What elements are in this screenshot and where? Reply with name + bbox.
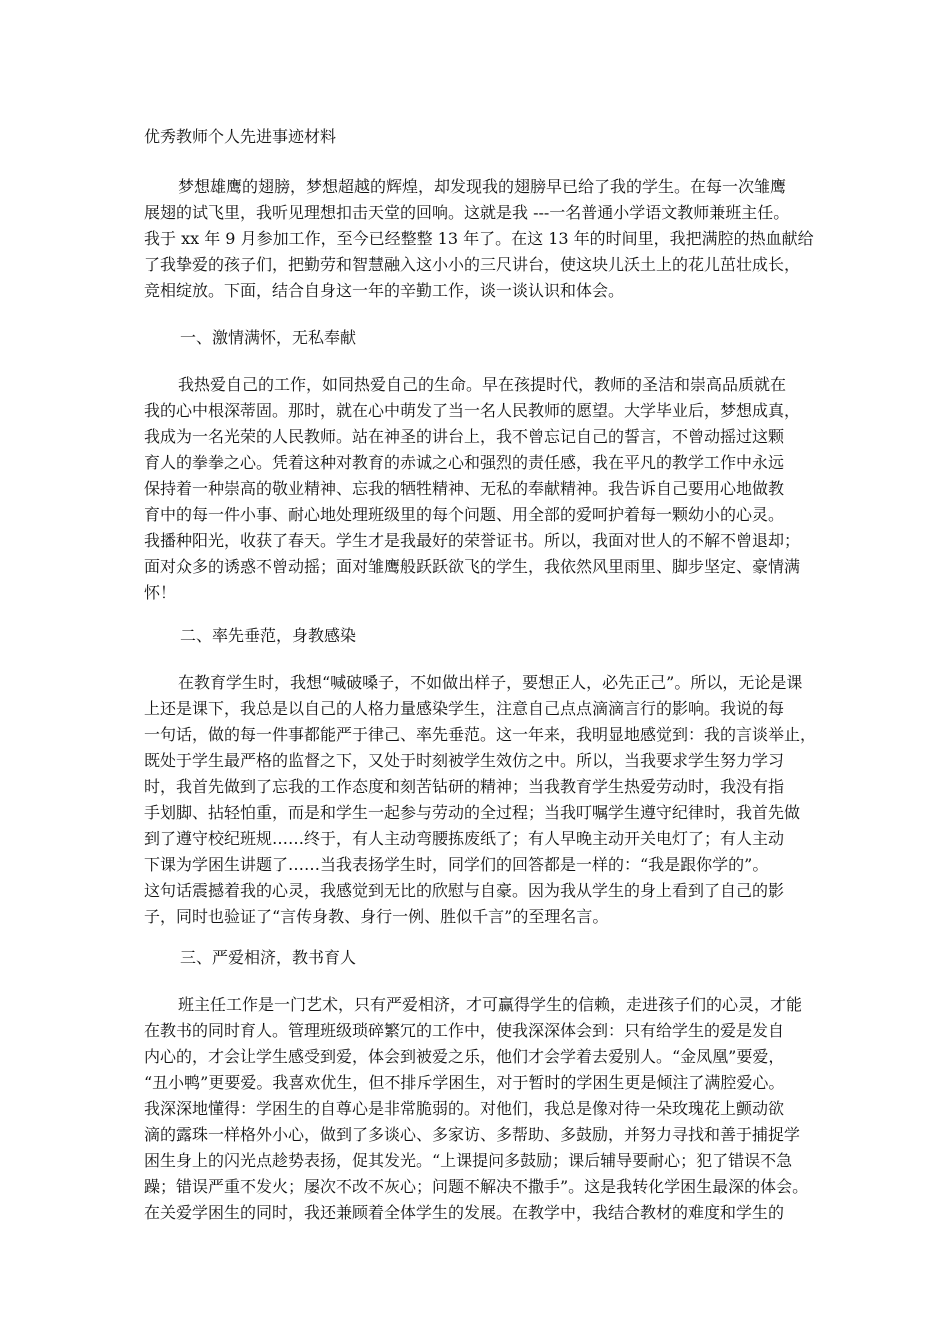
- section-1-paragraph: [144, 372, 824, 606]
- paragraph-line: 面对众多的诱惑不曾动摇；面对雏鹰般跃跃欲飞的学生，我依然风里雨里、脚步坚定、豪情满: [144, 557, 801, 576]
- paragraph-line: 滴的露珠一样格外小心，做到了多谈心、多家访、多帮助、多鼓励，并努力寻找和善于捕捉学: [144, 1125, 801, 1144]
- paragraph-line: 下课为学困生讲题了……当我表扬学生时，同学们的回答都是一样的：“我是跟你学的”。: [144, 855, 769, 874]
- paragraph-line: 我热爱自己的工作，如同热爱自己的生命。早在孩提时代，教师的圣洁和崇高品质就在: [178, 375, 787, 394]
- paragraph-line: 我深深地懂得：学困生的自尊心是非常脆弱的。对他们，我总是像对待一朵玫瑰花上颤动欲: [144, 1099, 785, 1118]
- section-2-paragraph: [144, 670, 824, 930]
- intro-paragraph: [144, 174, 824, 304]
- paragraph-line: 子，同时也验证了“言传身教、身行一例、胜似千言”的至理名言。: [144, 907, 609, 926]
- paragraph-line: 我于 xx 年 9 月参加工作，至今已经整整 13 年了。在这 13 年的时间里，我把满腔的热血献给: [144, 229, 814, 248]
- paragraph-line: 时，我首先做到了忘我的工作态度和刻苦钻研的精神；当我教育学生热爱劳动时，我没有指: [144, 777, 785, 796]
- paragraph-line: 怀！: [144, 583, 177, 602]
- section-heading-2: 二、率先垂范，身教感染: [180, 626, 357, 645]
- paragraph-line: 育人的拳拳之心。凭着这种对教育的赤诚之心和强烈的责任感，我在平凡的教学工作中永远: [144, 453, 785, 472]
- paragraph-line: 一句话，做的每一件事都能严于律己、率先垂范。这一年来，我明显地感觉到：我的言谈举止，: [144, 725, 817, 744]
- paragraph-line: 在教育学生时，我想“喊破嗓子，不如做出样子，要想正人，必先正己”。所以，无论是课: [178, 673, 803, 692]
- paragraph-line: 我的心中根深蒂固。那时，就在心中萌发了当一名人民教师的愿望。大学毕业后，梦想成真，: [144, 401, 801, 420]
- paragraph-line: 躁；错误严重不发火；屡次不改不灰心；问题不解决不撒手”。这是我转化学困生最深的体会。: [144, 1177, 809, 1196]
- paragraph-line: 内心的，才会让学生感受到爱，体会到被爱之乐，他们才会学着去爱别人。“金凤凰”要爱，: [144, 1047, 785, 1066]
- paragraph-line: 在关爱学困生的同时，我还兼顾着全体学生的发展。在教学中，我结合教材的难度和学生的: [144, 1203, 785, 1222]
- paragraph-line: 在教书的同时育人。管理班级琐碎繁冗的工作中，使我深深体会到：只有给学生的爱是发自: [144, 1021, 785, 1040]
- paragraph-line: 这句话震撼着我的心灵，我感觉到无比的欣慰与自豪。因为我从学生的身上看到了自己的影: [144, 881, 785, 900]
- paragraph-line: 上还是课下，我总是以自己的人格力量感染学生，注意自己点点滴滴言行的影响。我说的每: [144, 699, 785, 718]
- paragraph-line: 保持着一种崇高的敬业精神、忘我的牺牲精神、无私的奉献精神。我告诉自己要用心地做教: [144, 479, 785, 498]
- paragraph-line: 困生身上的闪光点趁势表扬，促其发光。“上课提问多鼓励；课后辅导要耐心；犯了错误不急: [144, 1151, 793, 1170]
- paragraph-line: “丑小鸭”更要爱。我喜欢优生，但不排斥学困生，对于暂时的学困生更是倾注了满腔爱心。: [144, 1073, 785, 1092]
- paragraph-line: 育中的每一件小事、耐心地处理班级里的每个问题、用全部的爱呵护着每一颗幼小的心灵。: [144, 505, 785, 524]
- section-heading-3: 三、严爱相济，教书育人: [180, 948, 357, 967]
- document-title: 优秀教师个人先进事迹材料: [144, 127, 337, 146]
- paragraph-line: 到了遵守校纪班规……终于，有人主动弯腰拣废纸了；有人早晚主动开关电灯了；有人主动: [144, 829, 785, 848]
- paragraph-line: 班主任工作是一门艺术，只有严爱相济，才可赢得学生的信赖，走进孩子们的心灵，才能: [178, 995, 803, 1014]
- section-3-paragraph: [144, 992, 824, 1226]
- paragraph-line: 了我挚爱的孩子们，把勤劳和智慧融入这小小的三尺讲台，使这块儿沃土上的花儿茁壮成长，: [144, 255, 801, 274]
- paragraph-line: 手划脚、拈轻怕重，而是和学生一起参与劳动的全过程；当我叮嘱学生遵守纪律时，我首先做: [144, 803, 801, 822]
- paragraph-line: 我成为一名光荣的人民教师。站在神圣的讲台上，我不曾忘记自己的誓言，不曾动摇过这颗: [144, 427, 785, 446]
- paragraph-line: 竞相绽放。下面，结合自身这一年的辛勤工作，谈一谈认识和体会。: [144, 281, 625, 300]
- paragraph-line: 既处于学生最严格的监督之下，又处于时刻被学生效仿之中。所以，当我要求学生努力学习: [144, 751, 785, 770]
- paragraph-line: 我播种阳光，收获了春天。学生才是我最好的荣誉证书。所以，我面对世人的不解不曾退却；: [144, 531, 801, 550]
- section-heading-1: 一、激情满怀，无私奉献: [180, 328, 357, 347]
- paragraph-line: 展翅的试飞里，我听见理想扣击天堂的回响。这就是我 ---一名普通小学语文教师兼班主任。: [144, 203, 790, 222]
- paragraph-line: 梦想雄鹰的翅膀，梦想超越的辉煌，却发现我的翅膀早已给了我的学生。在每一次雏鹰: [178, 177, 787, 196]
